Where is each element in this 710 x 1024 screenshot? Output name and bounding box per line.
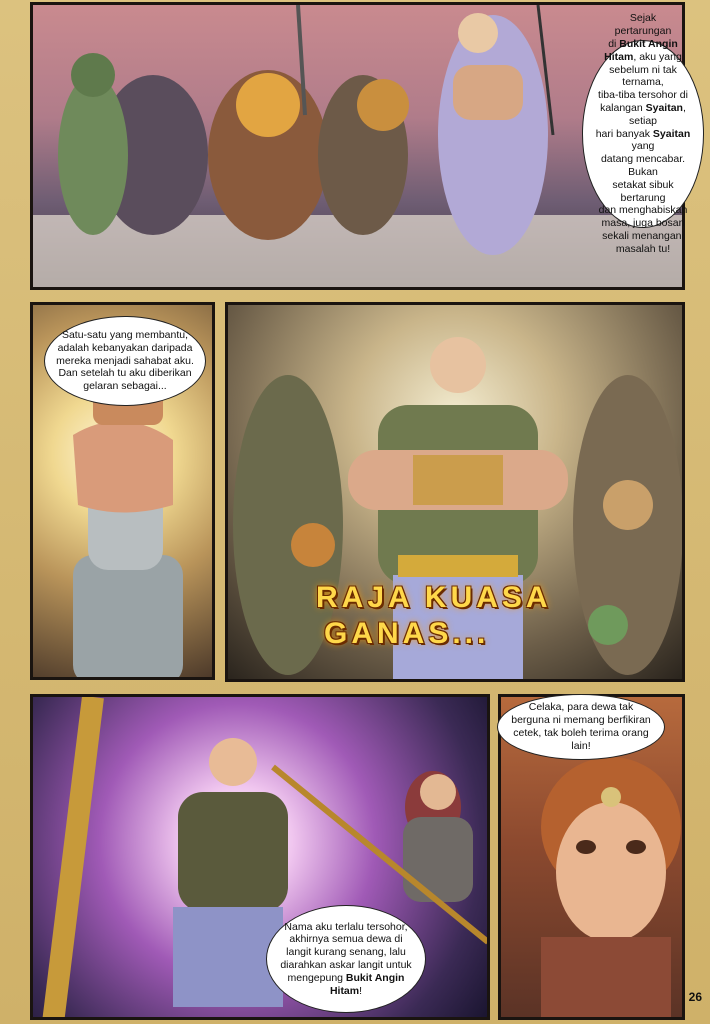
speech-bubble-friends	[44, 316, 206, 406]
speech-bubble-siege-text: Nama aku terlalu tersohor, akhirnya semua dewa di langit kurang senang, lalu diarahkan askar langit untuk mengepung Bukit Angin Hitam!	[280, 920, 412, 997]
speech-bubble-friends-text: Satu-satu yang membantu, adalah kebanyakan daripada mereka menjadi sahabat aku. Dan setelah tu aku diberikan gelaran sebagai...	[56, 329, 194, 393]
speech-bubble-angry	[497, 694, 665, 760]
king-title-line1: RAJA KUASA	[316, 581, 552, 614]
speech-bubble-angry-text: Celaka, para dewa tak berguna ni memang berfikiran cetek, tak boleh terima orang lain!	[511, 701, 651, 752]
speech-bubble-intro-text: Sejak pertarungan di Bukit Angin Hitam, aku yang sebelum ni tak ternama, tiba-tiba tersohor di kalangan Syaitan, setiap hari banyak Syaitan yang datang mencabar. Bukan setakat sibuk bertarung dan menghabiskan masa, juga bosan sekali menangani masalah tu!	[595, 12, 691, 255]
speech-bubble-intro	[582, 12, 704, 255]
page-number: 26	[688, 990, 702, 1004]
speech-bubble-siege	[266, 905, 426, 1013]
king-title	[316, 580, 552, 652]
king-title-line2: GANAS...	[324, 617, 490, 650]
